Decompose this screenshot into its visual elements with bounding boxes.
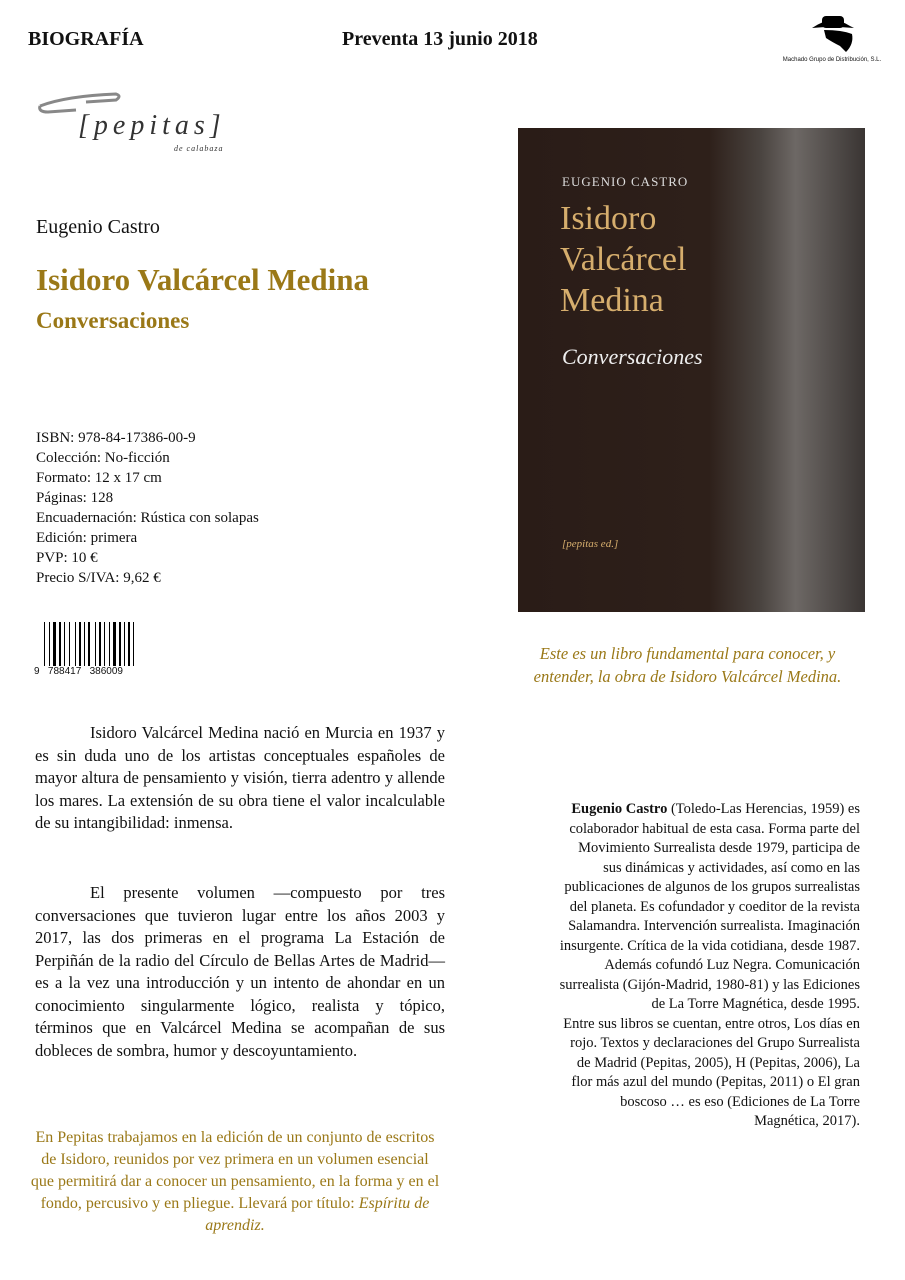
distributor-caption: Machado Grupo de Distribución, S.L. [782, 57, 882, 63]
spec-price-no-vat: Precio S/IVA: 9,62 € [36, 570, 161, 586]
barcode-bar [84, 622, 85, 666]
barcode [34, 622, 154, 680]
barcode-bar [106, 622, 108, 666]
barcode-bar [122, 622, 123, 666]
barcode-bar [131, 622, 132, 666]
barcode-bar [109, 622, 110, 666]
book-subtitle: Conversaciones [36, 308, 190, 333]
barcode-bar [99, 622, 101, 666]
barcode-bars [44, 622, 154, 666]
barcode-bar [46, 622, 48, 666]
cover-subtitle: Conversaciones [562, 344, 703, 369]
cover-imprint: [pepitas ed.] [562, 538, 619, 550]
barcode-bar [53, 622, 56, 666]
barcode-digits: 9 788417 386009 [34, 666, 123, 677]
barcode-bar [111, 622, 112, 666]
spec-collection: Colección: No-ficción [36, 450, 170, 466]
spec-isbn: ISBN: 978-84-17386-00-9 [36, 430, 196, 446]
bio-name: Eugenio Castro [571, 801, 668, 817]
barcode-bar [49, 622, 50, 666]
spec-format: Formato: 12 x 17 cm [36, 470, 162, 486]
cover-author: EUGENIO CASTRO [562, 174, 689, 189]
barcode-bar [124, 622, 125, 666]
barcode-bar [66, 622, 68, 666]
hat-man-icon [802, 12, 862, 56]
barcode-bar [64, 622, 65, 666]
barcode-bar [113, 622, 116, 666]
pepitas-logo: [pepitas] de calabaza [36, 88, 236, 152]
barcode-bar [119, 622, 121, 666]
barcode-bar [51, 622, 52, 666]
barcode-bar [79, 622, 81, 666]
barcode-bar [126, 622, 127, 666]
pull-quote: Este es un libro fundamental para conocer, y entender, la obra de Isidoro Valcárcel Medina. [533, 644, 842, 686]
barcode-bar [88, 622, 90, 666]
barcode-bar [104, 622, 105, 666]
barcode-bar [62, 622, 63, 666]
spec-binding: Encuadernación: Rústica con solapas [36, 510, 259, 526]
barcode-bar [97, 622, 98, 666]
spec-list [36, 428, 259, 588]
closing-note: En Pepitas trabajamos en la edición de un conjunto de escritos de Isidoro, reunidos por vez primera en un volumen esencial que permitirá dar a conocer un pensamiento, en la forma y en el fondo, percusivo y en pliegue. Llevará por título: Espíritu de aprendiz. [30, 1129, 440, 1234]
presale-date: Preventa 13 junio 2018 [342, 28, 538, 50]
barcode-bar [57, 622, 58, 666]
spec-price: PVP: 10 € [36, 550, 98, 566]
author: Eugenio Castro [36, 216, 160, 238]
barcode-bar [82, 622, 83, 666]
intro-paragraph: Isidoro Valcárcel Medina nació en Murcia en 1937 y es sin duda uno de los artistas conceptuales españoles de mayor altura de pensamiento y visión, tierra adentro y allende los mares. La extensión de su obra tiene el valor incalculable de su intangibilidad: inmensa. [35, 723, 445, 832]
forthcoming-title: Espíritu de aprendiz. [205, 1195, 430, 1234]
barcode-bar [95, 622, 96, 666]
barcode-bar [44, 622, 45, 666]
spec-edition: Edición: primera [36, 530, 138, 546]
barcode-bar [77, 622, 78, 666]
barcode-bar [75, 622, 76, 666]
barcode-bar [135, 622, 137, 666]
book-cover [518, 128, 865, 612]
barcode-bar [91, 622, 94, 666]
cover-title: Isidoro Valcárcel Medina [560, 200, 687, 319]
barcode-bar [71, 622, 74, 666]
barcode-bar [69, 622, 70, 666]
barcode-bar [128, 622, 130, 666]
barcode-bar [133, 622, 134, 666]
barcode-bar [86, 622, 87, 666]
book-title: Isidoro Valcárcel Medina [36, 262, 369, 297]
volume-paragraph: El presente volumen —compuesto por tres conversaciones que tuvieron lugar entre los años 2003 y 2017, las dos primeras en el programa La Estación de Perpiñán de la radio del Círculo de Bellas Artes de Madrid— es a la vez una introducción y un intento de ahondar en un conocimiento singularmente lógico, realista y tópico, términos que en Valcárcel Medina se acompañan de sus dobleces de sombra, humor y descoyuntamiento. [35, 883, 445, 1060]
barcode-bar [117, 622, 118, 666]
section-label: BIOGRAFÍA [28, 28, 144, 50]
author-bio: Eugenio Castro (Toledo-Las Herencias, 1959) es colaborador habitual de esta casa. Forma parte del Movimiento Surrealista desde 1979, participa de sus dinámicas y actividades, así como en las publicaciones de algunos de los grupos surrealistas del planeta. Es cofundador y coeditor de la revista Salamandra. Intervención surrealista. Imaginación insurgente. Crítica de la vida cotidiana, desde 1987. Además cofundó Luz Negra. Comunicación surrealista (Gijón-Madrid, 1980-81) y las Ediciones de La Torre Magnética, desde 1995. Entre sus libros se cuentan, entre otros, Los días en rojo. Textos y declaraciones del Grupo Surrealista de Madrid (Pepitas, 2005), H (Pepitas, 2006), La flor más azul del mundo (Pepitas, 2011) o El gran boscoso … es eso (Ediciones de La Torre Magnética, 2017). [559, 801, 860, 1129]
distributor-logo [782, 12, 882, 67]
barcode-bar [59, 622, 61, 666]
barcode-bar [102, 622, 103, 666]
spec-pages: Páginas: 128 [36, 490, 114, 506]
